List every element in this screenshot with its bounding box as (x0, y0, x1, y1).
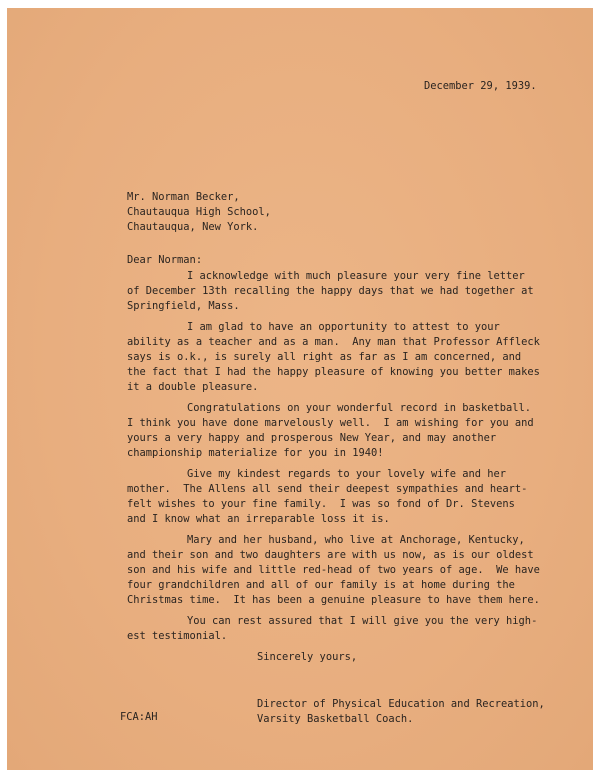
paragraph-1-line-1: I acknowledge with much pleasure your very fine letter (187, 270, 525, 282)
paragraph-2-line-4: the fact that I had the happy pleasure of knowing you better makes (127, 366, 540, 378)
paragraph-1-line-2: of December 13th recalling the happy days that we had together at (127, 285, 534, 297)
paragraph-5-line-2: and their son and two daughters are with us now, as is our oldest (127, 549, 534, 561)
letter-date: December 29, 1939. (424, 80, 537, 92)
paragraph-2-line-1: I am glad to have an opportunity to attest to your (187, 321, 500, 333)
paragraph-2-line-2: ability as a teacher and as a man. Any man that Professor Affleck (127, 336, 540, 348)
paragraph-1-line-3: Springfield, Mass. (127, 300, 240, 312)
recipient-city: Chautauqua, New York. (127, 221, 259, 233)
typist-initials: FCA:AH (120, 711, 158, 723)
paragraph-2-line-3: says is o.k., is surely all right as far as I am concerned, and (127, 351, 522, 363)
paragraph-4-line-4: and I know what an irreparable loss it is. (127, 513, 390, 525)
recipient-school: Chautauqua High School, (127, 206, 271, 218)
letter-page (7, 8, 593, 770)
paragraph-6-line-1: You can rest assured that I will give you the very high- (187, 615, 538, 627)
paragraph-4-line-2: mother. The Allens all send their deepest sympathies and heart- (127, 483, 528, 495)
paragraph-3-line-2: I think you have done marvelously well. I am wishing for you and (127, 417, 534, 429)
paragraph-5-line-3: son and his wife and little red-head of two years of age. We have (127, 564, 540, 576)
paragraph-2-line-5: it a double pleasure. (127, 381, 259, 393)
closing: Sincerely yours, (257, 651, 358, 663)
signature-title-2: Varsity Basketball Coach. (257, 713, 414, 725)
paragraph-5-line-1: Mary and her husband, who live at Anchorage, Kentucky, (187, 534, 525, 546)
salutation: Dear Norman: (127, 254, 203, 266)
paragraph-5-line-5: Christmas time. It has been a genuine pleasure to have them here. (127, 594, 540, 606)
paragraph-3-line-1: Congratulations on your wonderful record in basketball. (187, 402, 532, 414)
paragraph-4-line-1: Give my kindest regards to your lovely wife and her (187, 468, 507, 480)
paragraph-5-line-4: four grandchildren and all of our family is at home during the (127, 579, 515, 591)
paragraph-3-line-3: yours a very happy and prosperous New Year, and may another (127, 432, 497, 444)
recipient-name: Mr. Norman Becker, (127, 191, 240, 203)
paragraph-3-line-4: championship materialize for you in 1940! (127, 447, 384, 459)
paragraph-4-line-3: felt wishes to your fine family. I was so fond of Dr. Stevens (127, 498, 515, 510)
signature-title-1: Director of Physical Education and Recreation, (257, 698, 545, 710)
paragraph-6-line-2: est testimonial. (127, 630, 228, 642)
